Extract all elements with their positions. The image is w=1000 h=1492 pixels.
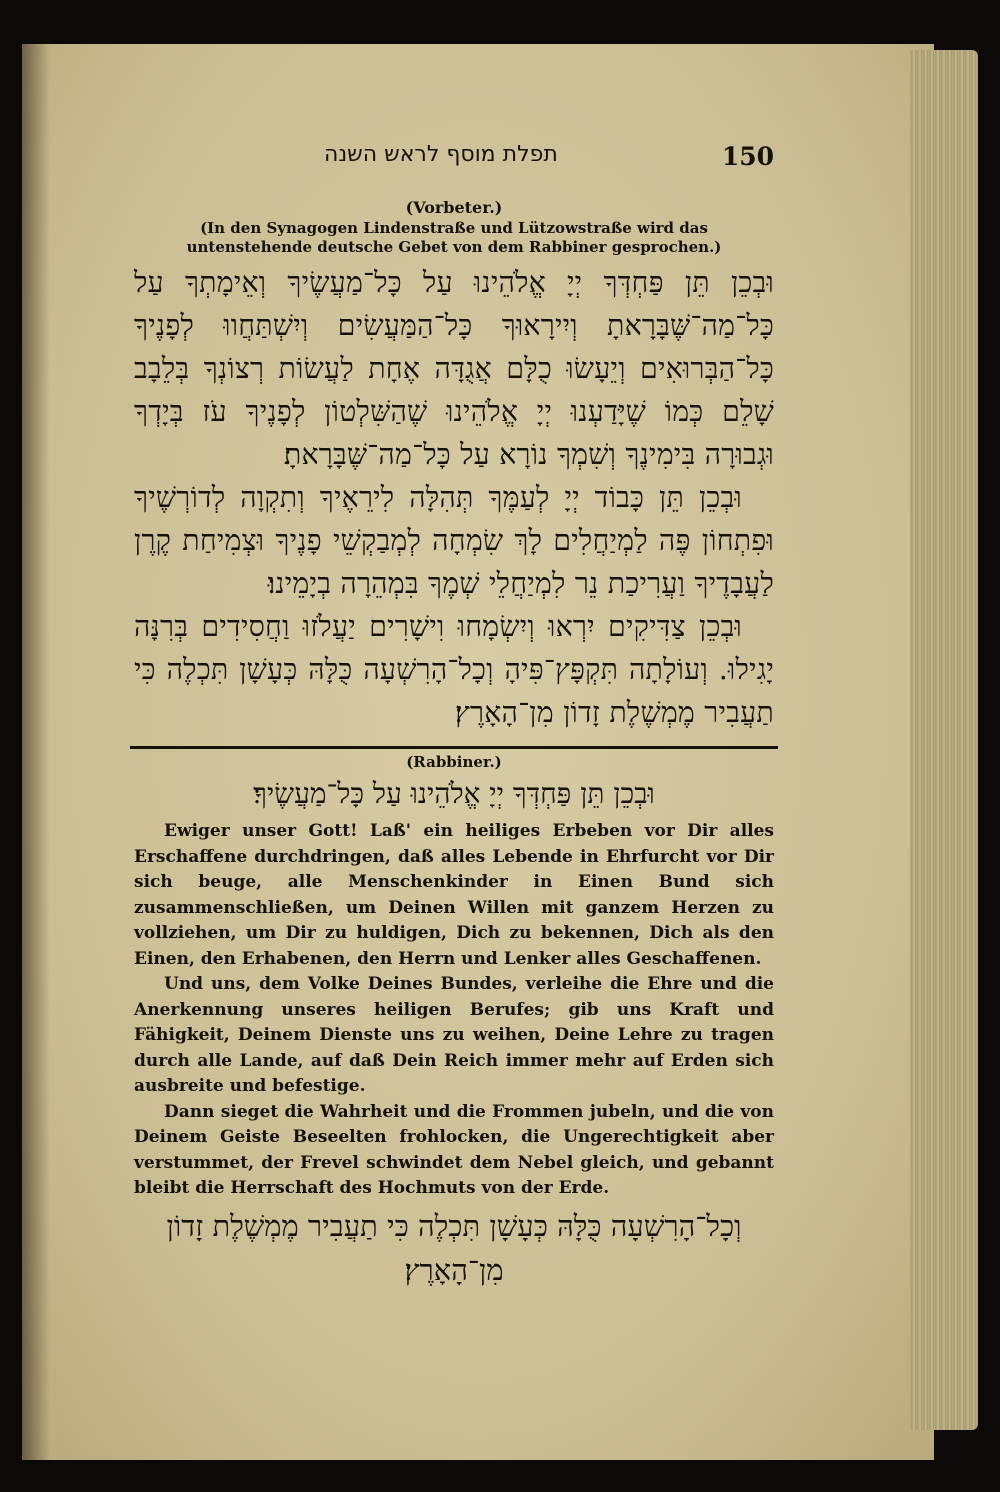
hebrew-paragraph: וּבְכֵן תֵּן כָּבוֹד יְיָ לְעַמֶּךָ תְּהִלָּה לִירֵאֶיךָ וְתִקְוָה לְדוֹרְשֶׁיךָ וּפִתְחוֹן פֶּה לַמְיַחֲלִים לָךְ שִׂמְחָה לְמְבַקְשֵׁי פָנֶיךָ וּצְמִיחַת קֶרֶן לַעֲבָדֶיךָ וַעֲרִיכַת נֵר לִמְיַחֲלֵי שְׁמֶךָ בִּמְהֵרָה בְיָמֵינוּ׃: [134, 481, 774, 600]
hebrew-opening-line: וּבְכֵן תֵּן פַּחְדְּךָ יְיָ אֱלֹהֵינוּ עַל כָּל־מַעֲשֶׂיךָ׃: [253, 777, 655, 810]
running-title: תפלת מוסף לראש השנה: [324, 142, 558, 167]
hebrew-prayer-block: [134, 261, 774, 734]
section-divider: [130, 746, 778, 749]
instruction-note: (In den Synagogen Lindenstraße und Lützowstraße wird das untenstehende deutsche Gebet von dem Rabbiner gesprochen.): [186, 219, 722, 256]
hebrew-closing-line: וְכָל־הָרִשְׁעָה כֻּלָּהּ כְּעָשָׁן תִּכְלֶה כִּי תַעֲבִיר מֶמְשֶׁלֶת זָדוֹן מִן־הָאָרֶץ׃: [166, 1208, 742, 1287]
german-paragraph: Ewiger unser Gott! Laß' ein heiliges Erbeben vor Dir alles Erschaffene durchdringen, daß alles Lebende in Ehrfurcht vor Dir sich beuge, alle Menschenkinder in Einen Bund sich zusammenschließen, um Deinen Willen mit ganzem Herzen zu vollziehen, um Dir zu huldigen, Dich zu bekennen, Dich als den Einen, den Erhabenen, den Herrn und Lenker alles Geschaffenen.: [134, 821, 774, 969]
hebrew-paragraph: וּבְכֵן צַדִּיקִים יִרְאוּ וְיִשְׂמָחוּ וִישָׁרִים יַעֲלֹזוּ וַחֲסִידִים בְּרִנָּה יָגִילוּ. וְעוֹלָתָה תִּקְפָּץ־פִּיהָ וְכָל־הָרִשְׁעָה כֻּלָּהּ כְּעָשָׁן תִּכְלֶה כִּי תַעֲבִיר מֶמְשֶׁלֶת זָדוֹן מִן־הָאָרֶץ׃: [134, 610, 774, 729]
page-content: [134, 140, 774, 1292]
page-number: 150: [721, 142, 774, 171]
german-paragraph: Und uns, dem Volke Deines Bundes, verleihe die Ehre und die Anerkennung unseres heiligen Berufes; gib uns Kraft und Fähigkeit, Deinem Dienste uns zu weihen, Deine Lehre zu tragen durch alle Lande, auf daß Dein Reich immer mehr auf Erden sich ausbreite und befestige.: [134, 974, 774, 1096]
page-header: [134, 140, 774, 186]
role-label-rabbi: (Rabbiner.): [406, 753, 502, 771]
role-label-cantor: (Vorbeter.): [405, 198, 503, 217]
binding-shadow: [22, 44, 50, 1460]
hebrew-paragraph: וּבְכֵן תֵּן פַּחְדְּךָ יְיָ אֱלֹהֵינוּ עַל כָּל־מַעֲשֶׂיךָ וְאֵימָתְךָ עַל כָּל־מַה־שֶּׁבָּרָאתָ וְיִירָאוּךָ כָּל־הַמַּעֲשִׂים וְיִשְׁתַּחֲווּ לְפָנֶיךָ כָּל־הַבְּרוּאִים וְיֵעָשׂוּ כֻלָּם אֲגֻדָּה אֶחָת לַעֲשׂוֹת רְצוֹנְךָ בְּלֵבָב שָׁלֵם כְּמוֹ שֶׁיָּדַעְנוּ יְיָ אֱלֹהֵינוּ שֶׁהַשִּׁלְטוֹן לְפָנֶיךָ עֹז בְּיָדְךָ וּגְבוּרָה בִּימִינֶךָ וְשִׁמְךָ נוֹרָא עַל כָּל־מַה־שֶּׁבָּרָאתָ׃: [134, 266, 774, 471]
german-paragraph: Dann sieget die Wahrheit und die Frommen jubeln, und die von Deinem Geiste Beseelten frohlocken, die Ungerechtigkeit aber verstummet, der Frevel schwindet dem Nebel gleich, und gebannt bleibt die Herrschaft des Hochmuts von der Erde.: [134, 1101, 774, 1198]
page-edges: [910, 50, 978, 1430]
german-prayer-block: [134, 819, 774, 1202]
